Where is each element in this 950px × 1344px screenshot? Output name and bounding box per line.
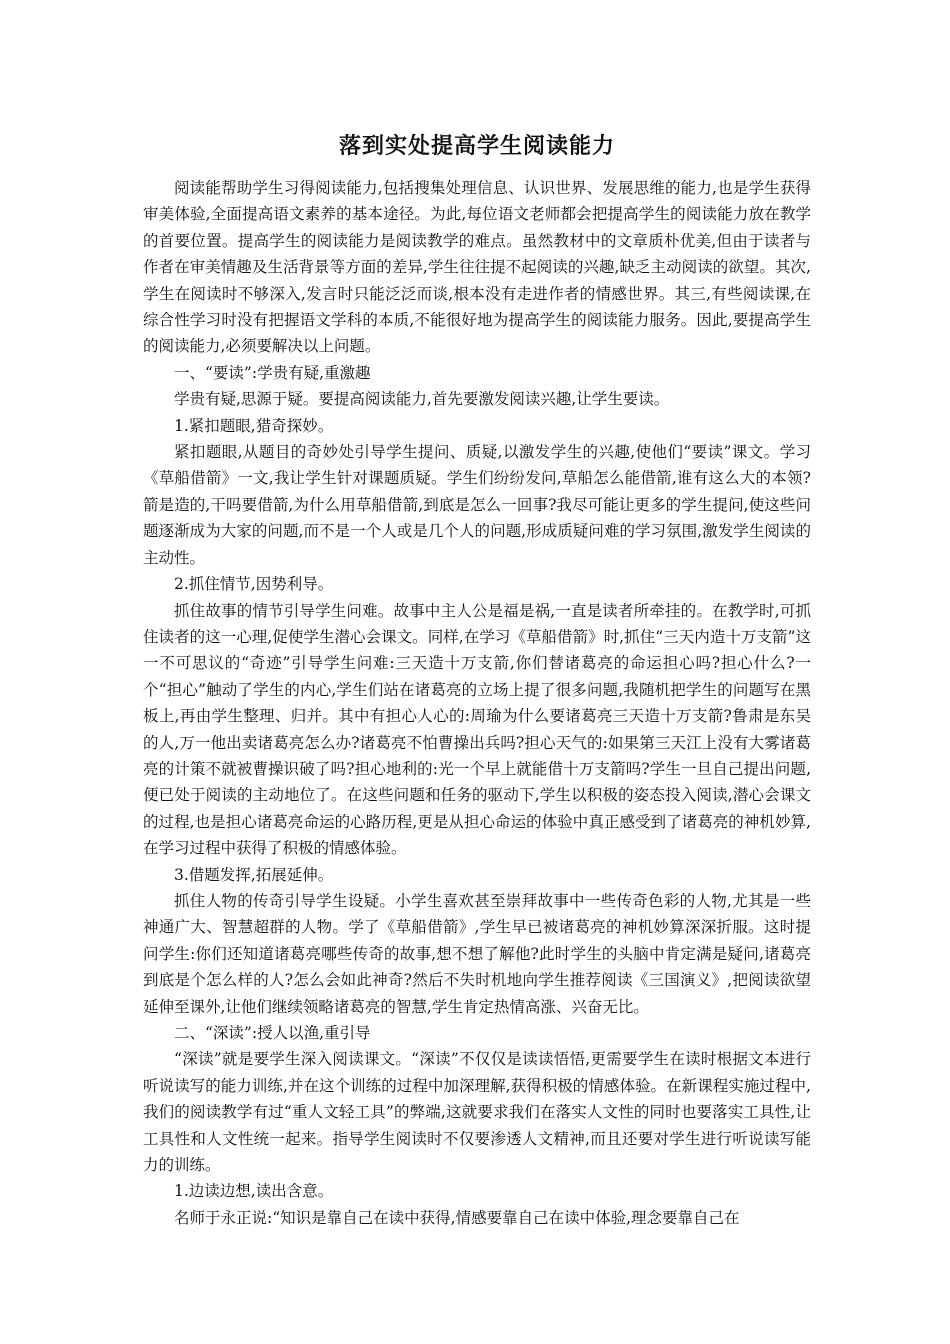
- section-heading-1: 一、“要读”:学贵有疑,重激趣: [174, 363, 371, 382]
- document-page: [143, 128, 811, 1231]
- section-1-lead-paragraph: 学贵有疑,思源于疑。要提高阅读能力,首先要激发阅读兴趣,让学生要读。: [174, 390, 670, 409]
- paragraph-2-1: 名师于永正说:“知识是靠自己在读中获得,情感要靠自己在读中体验,理念要靠自己在: [174, 1208, 740, 1227]
- document-title: 落到实处提高学生阅读能力: [338, 134, 615, 159]
- subheading-2-1: 1.边读边想,读出含意。: [174, 1182, 334, 1201]
- paragraph-1-2: 抓住故事的情节引导学生问难。故事中主人公是福是祸,一直是读者所牵挂的。在教学时,可抓住读者的这一心理,促使学生潜心会课文。同样,在学习《草船借箭》时,抓住“三天内造十万支箭”这一不可思议的“奇迹”引导学生问难:三天造十万支箭,你们替诸葛亮的命运担心吗?担心什么?一个“担心”触动了学生的内心,学生们站在诸葛亮的立场上提了很多问题,我随机把学生的问题写在黑板上,再由学生整理、归并。其中有担心人心的:周瑜为什么要诸葛亮三天造十万支箭?鲁肃是东吴的人,万一他出卖诸葛亮怎么办?诸葛亮不怕曹操出兵吗?担心天气的:如果第三天江上没有大雾诸葛亮的计策不就被曹操识破了吗?担心地利的:光一个早上就能借十万支箭吗?学生一旦自己提出问题,便已处于阅读的主动地位了。在这些问题和任务的驱动下,学生以积极的姿态投入阅读,潜心会课文的过程,也是担心诸葛亮命运的心路历程,更是从担心命运的体验中真正感受到了诸葛亮的神机妙算,在学习过程中获得了积极的情感体验。: [143, 601, 811, 858]
- intro-paragraph: 阅读能帮助学生习得阅读能力,包括搜集处理信息、认识世界、发展思维的能力,也是学生获得审美体验,全面提高语文素养的基本途径。为此,每位语文老师都会把提高学生的阅读能力放在教学的首要位置。提高学生的阅读能力是阅读教学的难点。虽然教材中的文章质朴优美,但由于读者与作者在审美情趣及生活背景等方面的差异,学生往往提不起阅读的兴趣,缺乏主动阅读的欲望。其次,学生在阅读时不够深入,发言时只能泛泛而谈,根本没有走进作者的情感世界。其三,有些阅读课,在综合性学习时没有把握语文学科的本质,不能很好地为提高学生的阅读能力服务。因此,要提高学生的阅读能力,必须要解决以上问题。: [143, 179, 811, 356]
- subheading-1-1: 1.紧扣题眼,猎奇探妙。: [174, 416, 334, 435]
- subheading-1-2: 2.抓住情节,因势利导。: [174, 575, 334, 594]
- document-body: [143, 175, 811, 1231]
- subheading-1-3: 3.借题发挥,拓展延伸。: [174, 865, 334, 884]
- paragraph-1-3: 抓住人物的传奇引导学生设疑。小学生喜欢甚至崇拜故事中一些传奇色彩的人物,尤其是一些神通广大、智慧超群的人物。学了《草船借箭》,学生早已被诸葛亮的神机妙算深深折服。这时提问学生:你们还知道诸葛亮哪些传奇的故事,想不想了解他?此时学生的头脑中肯定满是疑问,诸葛亮到底是个怎么样的人?怎么会如此神奇?然后不失时机地向学生推荐阅读《三国演义》,把阅读欲望延伸至课外,让他们继续领略诸葛亮的智慧,学生肯定热情高涨、兴奋无比。: [143, 891, 811, 1016]
- section-heading-2: 二、“深读”:授人以渔,重引导: [174, 1024, 371, 1042]
- paragraph-1-1: 紧扣题眼,从题目的奇妙处引导学生提问、质疑,以激发学生的兴趣,使他们“要读”课文。学习《草船借箭》一文,我让学生针对课题质疑。学生们纷纷发问,草船怎么能借箭,谁有这么大的本领?箭是造的,干吗要借箭,为什么用草船借箭,到底是怎么一回事?我尽可能让更多的学生提问,使这些问题逐渐成为大家的问题,而不是一个人或是几个人的问题,形成质疑问难的学习氛围,激发学生阅读的主动性。: [143, 443, 811, 567]
- section-2-lead-paragraph: “深读”就是要学生深入阅读课文。“深读”不仅仅是读读悟悟,更需要学生在读时根据文本进行听说读写的能力训练,并在这个训练的过程中加深理解,获得积极的情感体验。在新课程实施过程中,我们的阅读教学有过“重人文轻工具”的弊端,这就要求我们在落实人文性的同时也要落实工具性,让工具性和人文性统一起来。指导学生阅读时不仅要渗透人文精神,而且还要对学生进行听说读写能力的训练。: [143, 1050, 811, 1175]
